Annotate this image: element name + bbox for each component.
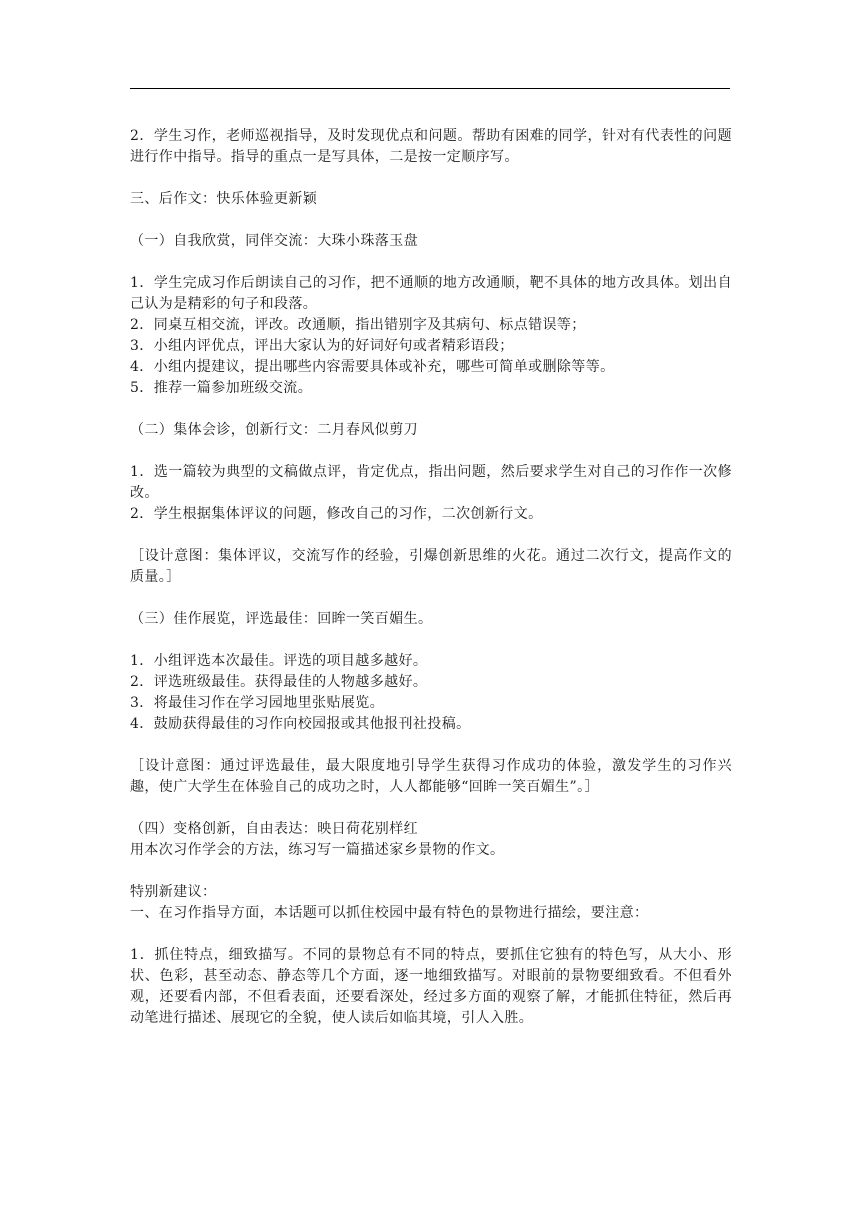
section-special-suggestions: [130, 882, 732, 924]
header-rule: [130, 88, 730, 89]
list-best-works: [130, 651, 732, 735]
paragraph-practice: 用本次习作学会的方法，练习写一篇描述家乡景物的作文。: [130, 842, 505, 858]
document-body: [130, 126, 732, 1050]
list-item: 1．学生完成习作后朗读自己的习作，把不通顺的地方改通顺，靶不具体的地方改具体。划出自己认为是精彩的句子和段落。: [130, 275, 732, 312]
subheading-self-appreciation: （一）自我欣赏，同伴交流：大珠小珠落玉盘: [130, 233, 418, 249]
heading-after-writing: 三、后作文：快乐体验更新颖: [130, 191, 318, 207]
design-intent-note: ［设计意图：通过评选最佳，最大限度地引导学生获得习作成功的体验，激发学生的习作兴趣，使广大学生在体验自己的成功之时，人人都能够“回眸一笑百媚生”。］: [130, 758, 732, 795]
section-free-expression: [130, 819, 732, 861]
list-group-review: [130, 462, 732, 525]
list-item: 5．推荐一篇参加班级交流。: [130, 380, 313, 396]
design-intent-note: ［设计意图：集体评议，交流写作的经验，引爆创新思维的火花。通过二次行文，提高作文的质量。］: [130, 548, 732, 585]
paragraph-student-writing: 2．学生习作，老师巡视指导，及时发现优点和问题。帮助有困难的同学，针对有代表性的问题进行作中指导。指导的重点一是写具体，二是按一定顺序写。: [130, 128, 732, 165]
list-item: 4．小组内提建议，提出哪些内容需要具体或补充，哪些可简单或删除等等。: [130, 359, 615, 375]
paragraph-detailed-description: 1．抓住特点，细致描写。不同的景物总有不同的特点，要抓住它独有的特色写，从大小、形状、色彩，甚至动态、静态等几个方面，逐一地细致描写。对眼前的景物要细致看。不但看外观，还要看内部，不但看表面，还要看深处，经过多方面的观察了解，才能抓住特征，然后再动笔进行描述、展现它的全貌，使人读后如临其境，引人入胜。: [130, 947, 732, 1026]
list-item: 1．选一篇较为典型的文稿做点评，肯定优点，指出问题，然后要求学生对自己的习作作一次修改。: [130, 464, 732, 501]
paragraph-guidance-intro: 一、在习作指导方面，本话题可以抓住校园中最有特色的景物进行描绘，要注意：: [130, 905, 649, 921]
subheading-best-works: （三）佳作展览，评选最佳：回眸一笑百媚生。: [130, 611, 433, 627]
list-item: 3．小组内评优点，评出大家认为的好词好句或者精彩语段；: [130, 338, 514, 354]
list-peer-exchange: [130, 273, 732, 399]
subheading-free-expression: （四）变格创新，自由表达：映日荷花别样红: [130, 821, 418, 837]
subheading-group-review: （二）集体会诊，创新行文：二月春风似剪刀: [130, 422, 418, 438]
heading-special-suggestions: 特别新建议：: [130, 884, 217, 900]
list-item: 1．小组评选本次最佳。评选的项目越多越好。: [130, 653, 428, 669]
list-item: 3．将最佳习作在学习园地里张贴展览。: [130, 695, 385, 711]
list-item: 4．鼓励获得最佳的习作向校园报或其他报刊社投稿。: [130, 716, 471, 732]
list-item: 2．同桌互相交流，评改。改通顺，指出错别字及其病句、标点错误等；: [130, 317, 586, 333]
list-item: 2．评选班级最佳。获得最佳的人物越多越好。: [130, 674, 428, 690]
list-item: 2．学生根据集体评议的问题，修改自己的习作，二次创新行文。: [130, 506, 543, 522]
